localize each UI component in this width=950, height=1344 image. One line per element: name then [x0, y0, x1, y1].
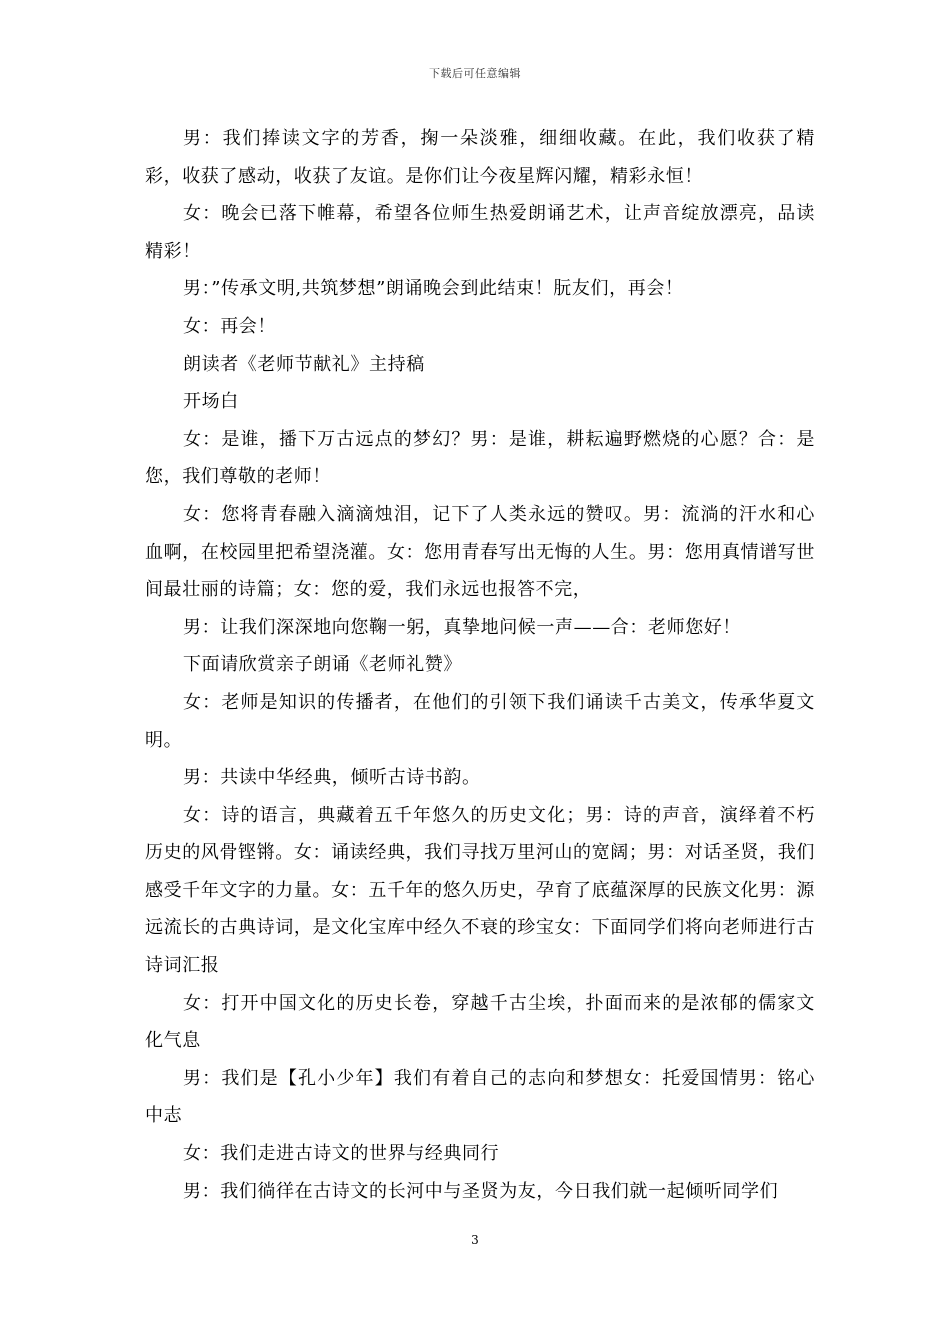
- section-title: 朗读者《老师节献礼》主持稿: [183, 353, 425, 375]
- paragraph: 女：我们走进古诗文的世界与经典同行: [183, 1143, 500, 1165]
- paragraph: 女：晚会已落下帷幕，希望各位师生热爱朗诵艺术，让声音绽放漂亮，品读精彩！: [145, 203, 815, 262]
- header-note: 下载后可任意编辑: [429, 67, 521, 80]
- section-subtitle: 开场白: [183, 391, 239, 413]
- paragraph: 女：是谁，播下万古远点的梦幻？男：是谁，耕耘遍野燃烧的心愿？合：是您，我们尊敬的老师！: [145, 428, 815, 488]
- paragraph: 男：我们徜徉在古诗文的长河中与圣贤为友，今日我们就一起倾听同学们: [183, 1180, 779, 1202]
- paragraph: 男：共读中华经典，倾听古诗书韵。: [183, 767, 481, 789]
- paragraph: 男：”传承文明,共筑梦想”朗诵晚会到此结束！朊友们，再会！: [183, 278, 684, 300]
- page-number: 3: [471, 1233, 479, 1247]
- paragraph: 女：诗的语言，典藏着五千年悠久的历史文化；男：诗的声音，演绎着不朽历史的风骨铿锵。女：诵读经典，我们寻找万里河山的宽阔；男：对话圣贤，我们感受千年文字的力量。女：五千年的悠久历史，孕育了底蕴深厚的民族文化男：源远流长的古典诗词，是文化宝库中经久不衰的珍宝女：下面同学们将向老师进行古诗词汇报: [145, 804, 815, 977]
- document-body: [145, 120, 815, 1210]
- paragraph: 下面请欣赏亲子朗诵《老师礼赞》: [183, 654, 462, 676]
- paragraph: 男：我们捧读文字的芳香，掬一朵淡雅，细细收藏。在此，我们收获了精彩，收获了感动，收获了友谊。是你们让今夜星辉闪耀，精彩永恒！: [145, 128, 815, 187]
- paragraph: 男：我们是【孔小少年】我们有着自己的志向和梦想女：托爱国情男：铭心中志: [145, 1067, 815, 1127]
- paragraph: 女：打开中国文化的历史长卷，穿越千古尘埃，扑面而来的是浓郁的儒家文化气息: [145, 992, 815, 1052]
- paragraph: 女：再会！: [183, 315, 276, 337]
- paragraph: 男：让我们深深地向您鞠一躬，真挚地问候一声——合：老师您好！: [183, 616, 741, 638]
- paragraph: 女：您将青春融入滴滴烛泪，记下了人类永远的赞叹。男：流淌的汗水和心血啊，在校园里把希望浇灌。女：您用青春写出无悔的人生。男：您用真情谱写世间最壮丽的诗篇；女：您的爱，我们永远也报答不完，: [145, 503, 815, 601]
- paragraph: 女：老师是知识的传播者，在他们的引领下我们诵读千古美文，传承华夏文明。: [145, 691, 815, 751]
